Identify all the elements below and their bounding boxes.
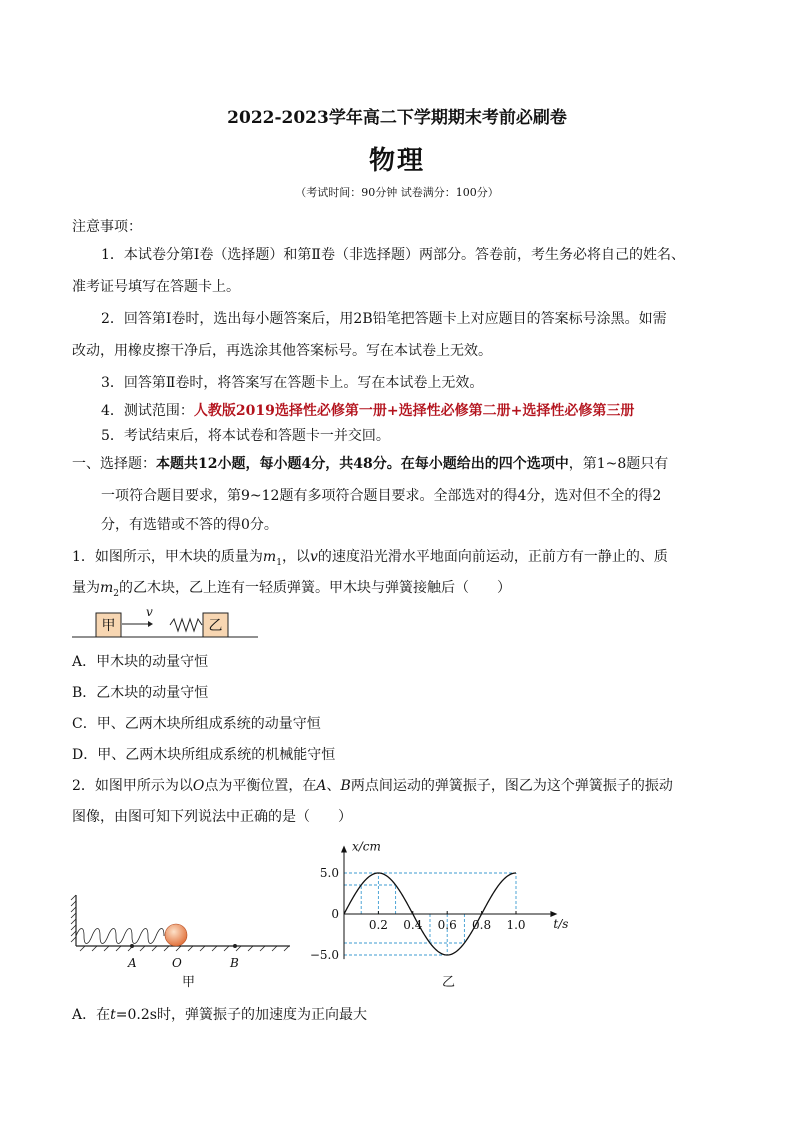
q1-m1-sub: 1 [276,557,282,568]
section1-line-1 [72,455,668,473]
floor-hatch [80,946,289,951]
q1-v: v [309,549,318,565]
y-tick-label-2: −5.0 [309,948,339,962]
q1-figure [72,603,262,643]
x-tick-label-2: 0.6 [437,918,457,932]
note-1-line-1: 1．本试卷分第Ⅰ卷（选择题）和第Ⅱ卷（非选择题）两部分。答卷前，考生务必将自己的姓名、 [101,247,685,263]
note-4 [101,402,634,420]
notes-heading: 注意事项： [72,219,142,235]
q2-sep: 、 [326,778,341,794]
q2-text-a: 2．如图甲所示为以 [72,778,193,794]
q2-stem-line-2: 图像，由图可知下列说法中正确的是（ ） [72,809,352,825]
q1-text-d: 量为 [72,580,100,596]
section1-emphasis: 四个选项中 [498,456,569,472]
q1-text-c: 的速度沿光滑水平地面向前运动，正前方有一静止的、质 [317,549,668,565]
note-5: 5．考试结束后，将本试卷和答题卡一并交回。 [101,428,390,444]
point-o-label: O [172,956,182,970]
y-axis-label: x/cm [352,839,381,854]
note-3: 3．回答第Ⅱ卷时，将答案写在答题卡上。写在本试卷上无效。 [101,375,484,391]
y-tick-label-1: 0 [331,907,339,921]
note-1-line-2: 准考证号填写在答题卡上。 [72,279,240,295]
q1-m2-sub: 2 [113,588,120,599]
note-2-line-1: 2．回答第Ⅰ卷时，选出每小题答案后，用2B铅笔把答题卡上对应题目的答案标号涂黑。如需 [101,311,667,327]
q1-option-d[interactable]: D．甲、乙两木块所组成系统的机械能守恒 [72,747,336,763]
note-4-prefix: 4．测试范围： [101,403,194,419]
q2-opt-a-text-b: =0.2s时，弹簧振子的加速度为正向最大 [115,1007,367,1023]
q2-stem-line-1 [72,777,673,795]
y-axis-arrowhead [341,846,347,853]
section1-tail: ，第1~8题只有 [568,456,669,472]
q1-m1: m [262,549,277,565]
block-jia-label: 甲 [101,618,116,634]
y-tick-label-0: 5.0 [319,866,339,880]
q1-stem-line-1 [72,548,668,572]
q2-figure-jia [70,890,295,990]
section1-line-2: 一项符合题目要求，第9~12题有多项符合题目要求。全部选对的得4分，选对但不全的得2 [101,488,662,504]
q2-b: B [340,778,351,794]
q1-option-c[interactable]: C．甲、乙两木块所组成系统的动量守恒 [72,716,321,732]
exam-title: 2022-2023学年高二下学期期末考前必刷卷 [227,108,567,128]
q2-option-a[interactable] [72,1006,367,1024]
exam-info: （考试时间：90分钟 试卷满分：100分） [295,186,499,199]
q1-option-b[interactable]: B．乙木块的动量守恒 [72,685,209,701]
q2-o: O [192,778,205,794]
q2-text-c: 两点间运动的弹簧振子，图乙为这个弹簧振子的振动 [350,778,673,794]
point-b-dot [233,944,237,948]
exam-subject: 物理 [368,146,425,176]
q2-spring [76,929,164,944]
q1-text-e: 的乙木块，乙上连有一轻质弹簧。甲木块与弹簧接触后（ ） [119,580,512,596]
point-a-label: A [128,956,137,970]
point-b-label: B [230,956,239,970]
x-tick-label-1: 0.4 [403,918,423,932]
q2-opt-a-t: t [110,1007,116,1023]
note-2-line-2: 改动，用橡皮擦干净后，再选涂其他答案标号。写在本试卷上无效。 [72,343,492,359]
point-a-dot [130,944,134,948]
q1-stem-line-2 [72,579,511,603]
q1-m2: m [100,580,114,596]
velocity-label: v [146,605,153,619]
q2-figure-yi-chart [309,836,570,990]
q2-opt-a-text-a: A．在 [72,1007,111,1023]
q2-a: A [316,778,327,794]
block-yi-label: 乙 [208,618,223,634]
q1-text-a: 1．如图所示，甲木块的质量为 [72,549,263,565]
x-tick-label-0: 0.2 [368,918,388,932]
q1-text-b: ，以 [281,549,310,565]
section1-line-3: 分，有选错或不答的得0分。 [101,517,278,533]
q1-option-a[interactable]: A．甲木块的动量守恒 [72,654,209,670]
figure-yi-caption: 乙 [442,975,456,990]
section1-text: 本题共12小题，每小题4分，共48分。在每小题给出的 [156,456,499,472]
wall-hatch [71,895,76,942]
velocity-arrowhead [148,621,153,627]
test-scope: 人教版2019选择性必修第一册+选择性必修第二册+选择性必修第三册 [193,403,635,419]
q1-spring [170,619,202,631]
x-tick-label-4: 1.0 [506,918,526,932]
q2-text-b: 点为平衡位置，在 [204,778,317,794]
x-tick-label-3: 0.8 [472,918,492,932]
figure-jia-caption: 甲 [182,975,196,990]
section1-heading: 一、选择题： [72,456,156,472]
x-axis-label: t/s [553,917,569,931]
oscillator-ball [165,924,187,946]
